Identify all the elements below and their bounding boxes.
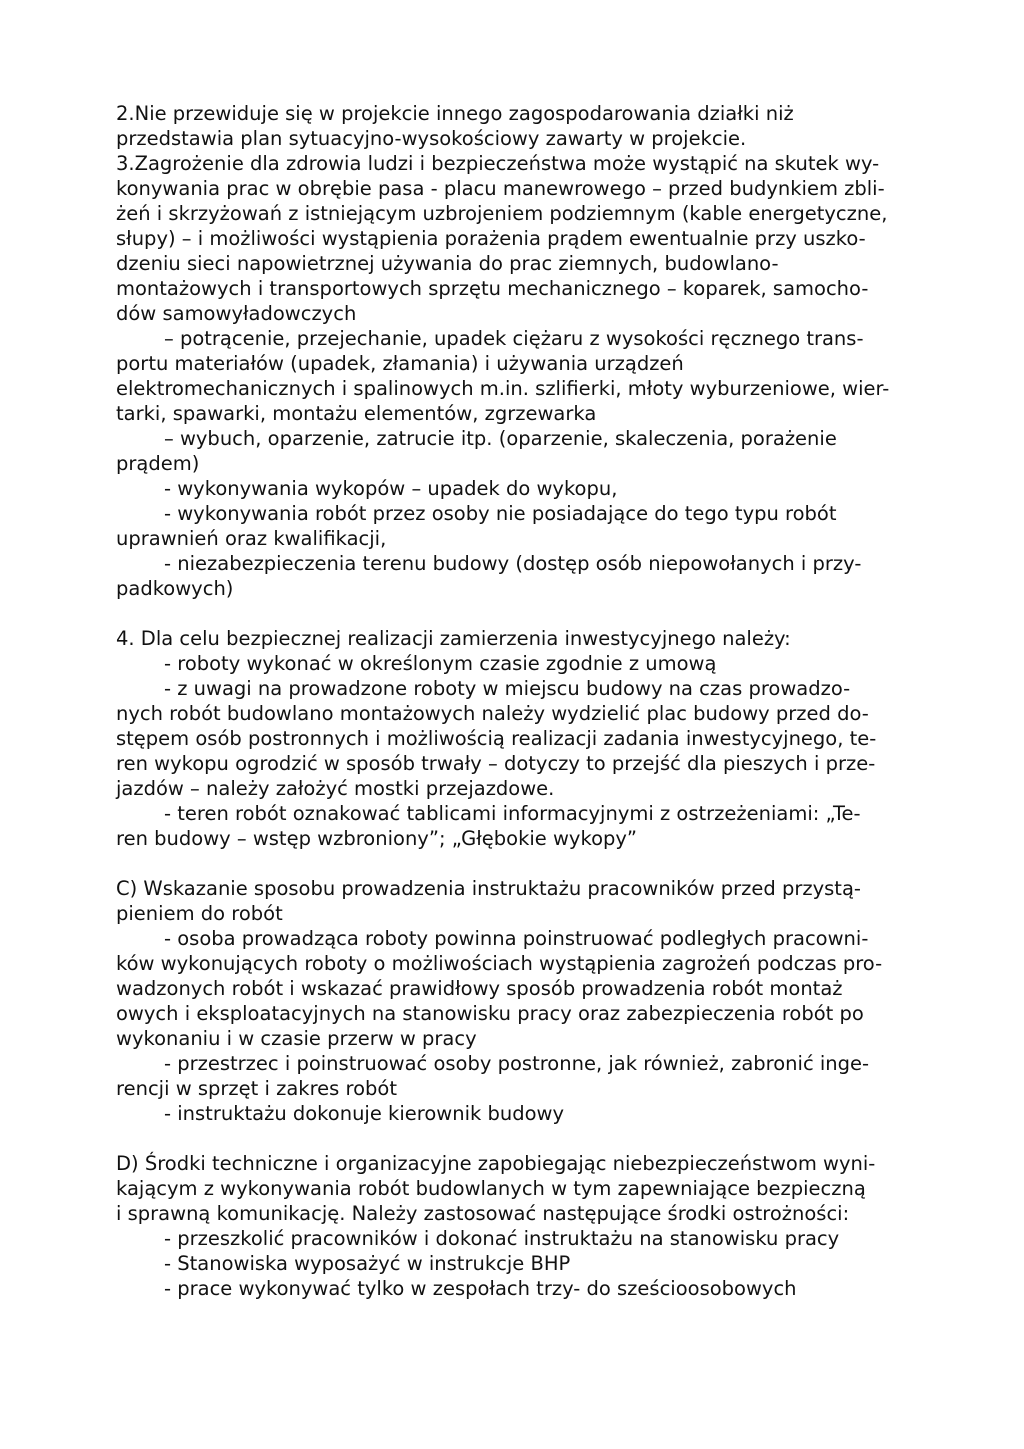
text-line: uprawnień oraz kwalifikacji, [116,527,387,550]
text-line: - roboty wykonać w określonym czasie zgodnie z umową [164,652,717,675]
text-line: dów samowyładowczych [116,302,357,325]
text-line: kającym z wykonywania robót budowlanych w tym zapewniające bezpieczną [116,1177,866,1200]
text-line: ren budowy – wstęp wzbroniony”; „Głębokie wykopy” [116,827,638,850]
text-line: - z uwagi na prowadzone roboty w miejscu budowy na czas prowadzo- [164,677,851,700]
text-line: - niezabezpieczenia terenu budowy (dostęp osób niepowołanych i przy- [164,552,862,575]
text-line: - Stanowiska wyposażyć w instrukcje BHP [164,1252,571,1275]
text-line: tarki, spawarki, montażu elementów, zgrzewarka [116,402,597,425]
section-heading: 4. Dla celu bezpiecznej realizacji zamierzenia inwestycyjnego należy: [116,627,791,650]
text-line: padkowych) [116,577,234,600]
text-line: słupy) – i możliwości wystąpienia porażenia prądem ewentualnie przy uszko- [116,227,866,250]
text-line: wykonaniu i w czasie przerw w pracy [116,1027,477,1050]
text-line: - przestrzec i poinstruować osoby postronne, jak również, zabronić inge- [164,1052,870,1075]
text-line: pieniem do robót [116,902,283,925]
text-line: konywania prac w obrębie pasa - placu manewrowego – przed budynkiem zbli- [116,177,885,200]
text-line: - przeszkolić pracowników i dokonać instruktażu na stanowisku pracy [164,1227,840,1250]
text-line: - osoba prowadząca roboty powinna poinstruować podległych pracowni- [164,927,869,950]
text-line: - wykonywania robót przez osoby nie posiadające do tego typu robót [164,502,837,525]
text-line: montażowych i transportowych sprzętu mechanicznego – koparek, samocho- [116,277,869,300]
text-line: owych i eksploatacyjnych na stanowisku pracy oraz zabezpieczenia robót po [116,1002,864,1025]
text-line: wadzonych robót i wskazać prawidłowy sposób prowadzenia robót montaż [116,977,843,1000]
section-heading: C) Wskazanie sposobu prowadzenia instruktażu pracowników przed przystą- [116,877,861,900]
text-line: ren wykopu ogrodzić w sposób trwały – dotyczy to przejść dla pieszych i prze- [116,752,876,775]
text-line: dzeniu sieci napowietrznej używania do prac ziemnych, budowlano- [116,252,779,275]
text-line: - instruktażu dokonuje kierownik budowy [164,1102,565,1125]
text-line: przedstawia plan sytuacyjno-wysokościowy zawarty w projekcie. [116,127,747,150]
text-line: prądem) [116,452,200,475]
text-line: – potrącenie, przejechanie, upadek ciężaru z wysokości ręcznego trans- [164,327,864,350]
text-line: - wykonywania wykopów – upadek do wykopu, [164,477,618,500]
text-line: i sprawną komunikację. Należy zastosować następujące środki ostrożności: [116,1202,850,1225]
text-line: - teren robót oznakować tablicami informacyjnymi z ostrzeżeniami: „Te- [164,802,861,825]
text-line: ków wykonujących roboty o możliwościach wystąpienia zagrożeń podczas pro- [116,952,883,975]
text-line: 3.Zagrożenie dla zdrowia ludzi i bezpieczeństwa może wystąpić na skutek wy- [116,152,880,175]
text-line: – wybuch, oparzenie, zatrucie itp. (oparzenie, skaleczenia, porażenie [164,427,837,450]
text-line: portu materiałów (upadek, złamania) i używania urządzeń [116,352,684,375]
text-line: jazdów – należy założyć mostki przejazdowe. [116,777,555,800]
text-line: nych robót budowlano montażowych należy wydzielić plac budowy przed do- [116,702,869,725]
text-line: elektromechanicznych i spalinowych m.in. szlifierki, młoty wyburzeniowe, wier- [116,377,890,400]
text-line: stępem osób postronnych i możliwością realizacji zadania inwestycyjnego, te- [116,727,877,750]
text-line: 2.Nie przewiduje się w projekcie innego zagospodarowania działki niż [116,102,794,125]
text-line: rencji w sprzęt i zakres robót [116,1077,397,1100]
text-line: - prace wykonywać tylko w zespołach trzy- do sześcioosobowych [164,1277,797,1300]
text-line: żeń i skrzyżowań z istniejącym uzbrojeniem podziemnym (kable energetyczne, [116,202,888,225]
section-heading: D) Środki techniczne i organizacyjne zapobiegając niebezpieczeństwom wyni- [116,1152,876,1175]
